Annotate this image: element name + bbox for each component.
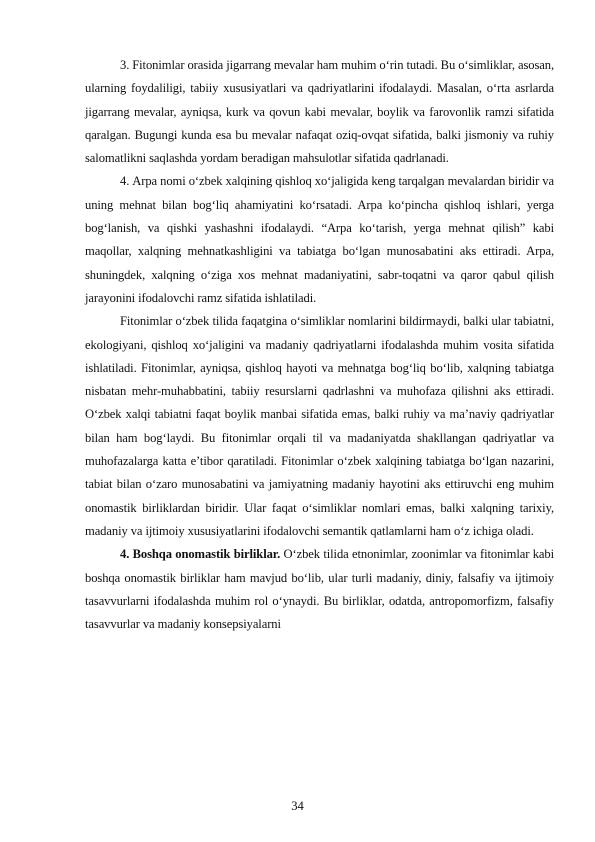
paragraph-text: Fitonimlar o‘zbek tilida faqatgina o‘simliklar nomlarini bildirmaydi, balki ular tabiatni, ekologiyani, qishloq xo‘jaligini va madaniy qadriyatlarni ifodalashda muhim vosita sifatida ishlatiladi. Fitonimlar, ayniqsa, qishloq hayoti va mehnatga bog‘liq bo‘lib, xalqning tabiatga nisbatan mehr-muhabbatini, tabiiy resurslarni qadrlashni va muhofaza qilishni aks ettiradi. O‘zbek xalqi tabiatni faqat boylik manbai sifatida emas, balki ruhiy va ma’naviy qadriyatlar bilan ham bog‘laydi. Bu fitonimlar orqali til va madaniyatda shakllangan qadriyatlar va muhofazalarga katta e’tibor qaratiladi. Fitonimlar o‘zbek xalqining tabiatga bo‘lgan nazarini, tabiat bilan o‘zaro munosabatini va jamiyatning madaniy hayotini aks ettiruvchi eng muhim onomastik birliklardan biridir. Ular faqat o‘simliklar nomlari emas, balki xalqning tarixiy, madaniy va ijtimoiy xususiyatlarini ifodalovchi semantik qatlamlarni ham o‘z ichiga oladi. bbox=[85, 314, 554, 538]
paragraph-text: Fitonimlar orasida jigarrang mevalar ham muhim o‘rin tutadi. Bu o‘simliklar, asosan, ularning foydaliligi, tabiiy xususiyatlari va qadriyatlarini ifodalaydi. Masalan, o‘rta asrlarda jigarrang mevalar, ayniqsa, kurk va qovun kabi mevalar, boylik va farovonlik ramzi sifatida qaralgan. Bugungi kunda esa bu mevalar nafaqat oziq-ovqat sifatida, balki jismoniy va ruhiy salomatlikni saqlashda yordam beradigan mahsulotlar sifatida qadrlanadi. bbox=[85, 58, 554, 166]
page-number: 34 bbox=[291, 799, 304, 813]
paragraph-boshqa-onomastik-birliklar bbox=[85, 543, 554, 636]
paragraph-3-jigarrang-mevalar bbox=[85, 54, 554, 170]
paragraph-fitonimlar-summary bbox=[85, 310, 554, 543]
paragraph-text: Arpa nomi o‘zbek xalqining qishloq xo‘jaligida keng tarqalgan mevalardan biridir va uning mehnat bilan bog‘liq ahamiyatini ko‘rsatadi. Arpa ko‘pincha qishloq ishlari, yerga bog‘lanish, va qishki yashashni ifodalaydi. “Arpa ko‘tarish, yerga mehnat qilish” kabi maqollar, xalqning mehnatkashligini va tabiatga bo‘lgan munosabatini aks ettiradi. Arpa, shuningdek, xalqning o‘ziga xos mehnat madaniyatini, sabr-toqatni va qaror qabul qilish jarayonini ifodalovchi ramz sifatida ishlatiladi. bbox=[85, 174, 554, 305]
paragraph-text: O‘zbek tilida etnonimlar, zoonimlar va fitonimlar kabi boshqa onomastik birliklar ham mavjud bo‘lib, ular turli madaniy, diniy, falsafiy va ijtimoiy tasavvurlarni ifodalashda muhim rol o‘ynaydi. Bu birliklar, odatda, antropomorfizm, falsafiy tasavvurlar va madaniy konsepsiyalarni bbox=[85, 547, 554, 632]
list-number: 4. bbox=[120, 174, 130, 189]
paragraph-4-arpa bbox=[85, 170, 554, 310]
section-heading: 4. Boshqa onomastik birliklar. bbox=[120, 547, 281, 562]
page-body bbox=[85, 54, 554, 636]
list-number: 3. bbox=[120, 58, 130, 72]
